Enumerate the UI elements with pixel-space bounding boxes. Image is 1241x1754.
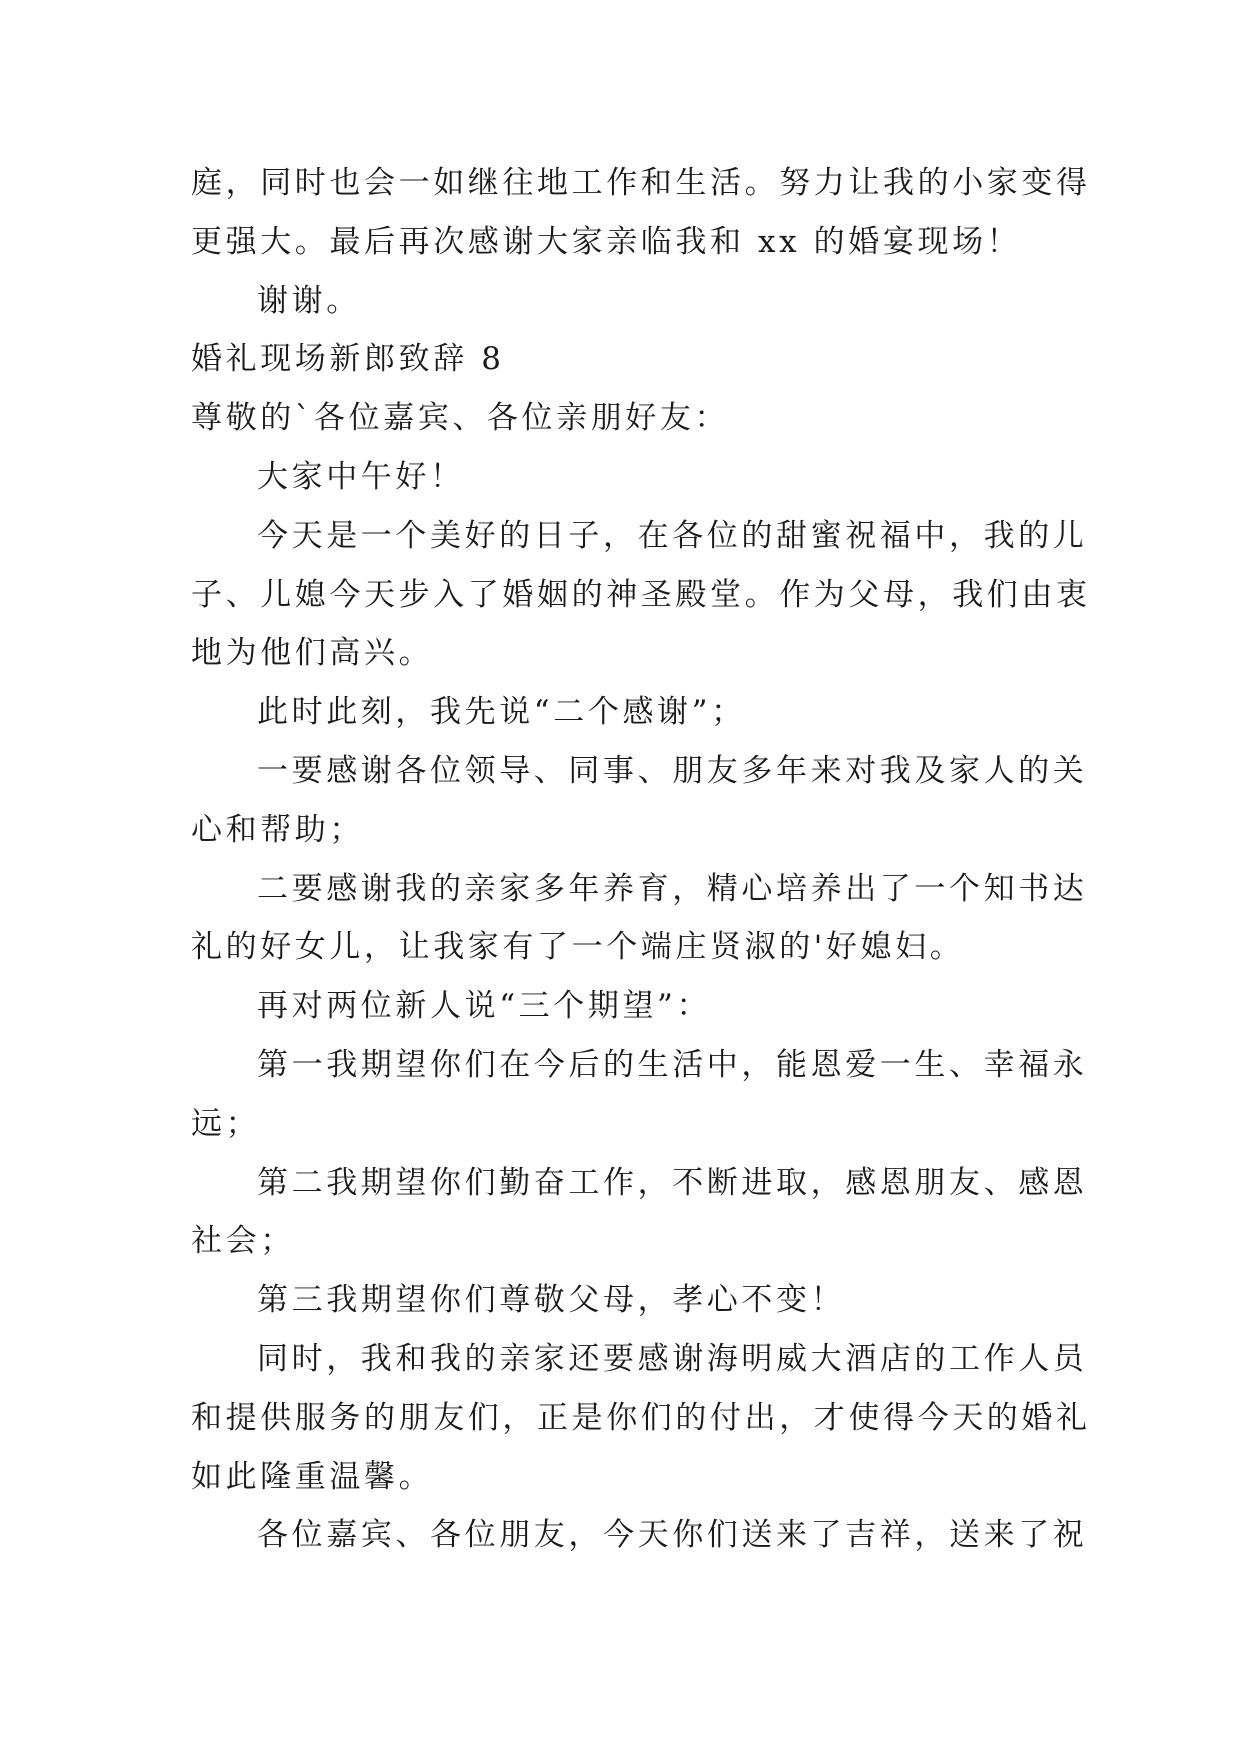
text-line: 社会； bbox=[191, 1223, 295, 1260]
text-line: 远； bbox=[191, 1105, 261, 1142]
text-line: 同时，我和我的亲家还要感谢海明威大酒店的工作人员 bbox=[257, 1340, 1088, 1377]
salutation: 尊敬的`各位嘉宾、各位亲朋好友： bbox=[191, 400, 730, 437]
text-line: 第一我期望你们在今后的生活中，能恩爱一生、幸福永 bbox=[257, 1046, 1088, 1083]
text-line: 大家中午好！ bbox=[257, 458, 465, 495]
text-line: 各位嘉宾、各位朋友，今天你们送来了吉祥，送来了祝 bbox=[257, 1517, 1088, 1554]
text-line: 此时此刻，我先说“二个感谢”； bbox=[257, 694, 746, 731]
text-line: 谢谢。 bbox=[257, 282, 361, 319]
text-line: 一要感谢各位领导、同事、朋友多年来对我及家人的关 bbox=[257, 752, 1088, 789]
section-heading: 婚礼现场新郎致辞 8 bbox=[191, 341, 505, 378]
text-line: 更强大。最后再次感谢大家亲临我和 xx 的婚宴现场！ bbox=[191, 223, 1022, 260]
text-line: 二要感谢我的亲家多年养育，精心培养出了一个知书达 bbox=[257, 870, 1088, 907]
text-line: 和提供服务的朋友们，正是你们的付出，才使得今天的婚礼 bbox=[191, 1399, 1091, 1436]
text-line: 第二我期望你们勤奋工作，不断进取，感恩朋友、感恩 bbox=[257, 1164, 1088, 1201]
text-line: 庭，同时也会一如继往地工作和生活。努力让我的小家变得 bbox=[191, 165, 1091, 201]
text-line: 如此隆重温馨。 bbox=[191, 1458, 434, 1495]
document-body bbox=[191, 154, 1091, 1565]
text-line: 地为他们高兴。 bbox=[191, 635, 434, 672]
text-line: 再对两位新人说“三个期望”： bbox=[257, 988, 712, 1025]
text-line: 今天是一个美好的日子，在各位的甜蜜祝福中，我的儿 bbox=[257, 517, 1088, 554]
text-line: 第三我期望你们尊敬父母，孝心不变！ bbox=[257, 1282, 846, 1319]
text-line: 礼的好女儿，让我家有了一个端庄贤淑的'好媳妇。 bbox=[191, 929, 965, 966]
text-line: 心和帮助； bbox=[191, 811, 364, 848]
text-line: 子、儿媳今天步入了婚姻的神圣殿堂。作为父母，我们由衷 bbox=[191, 576, 1091, 613]
